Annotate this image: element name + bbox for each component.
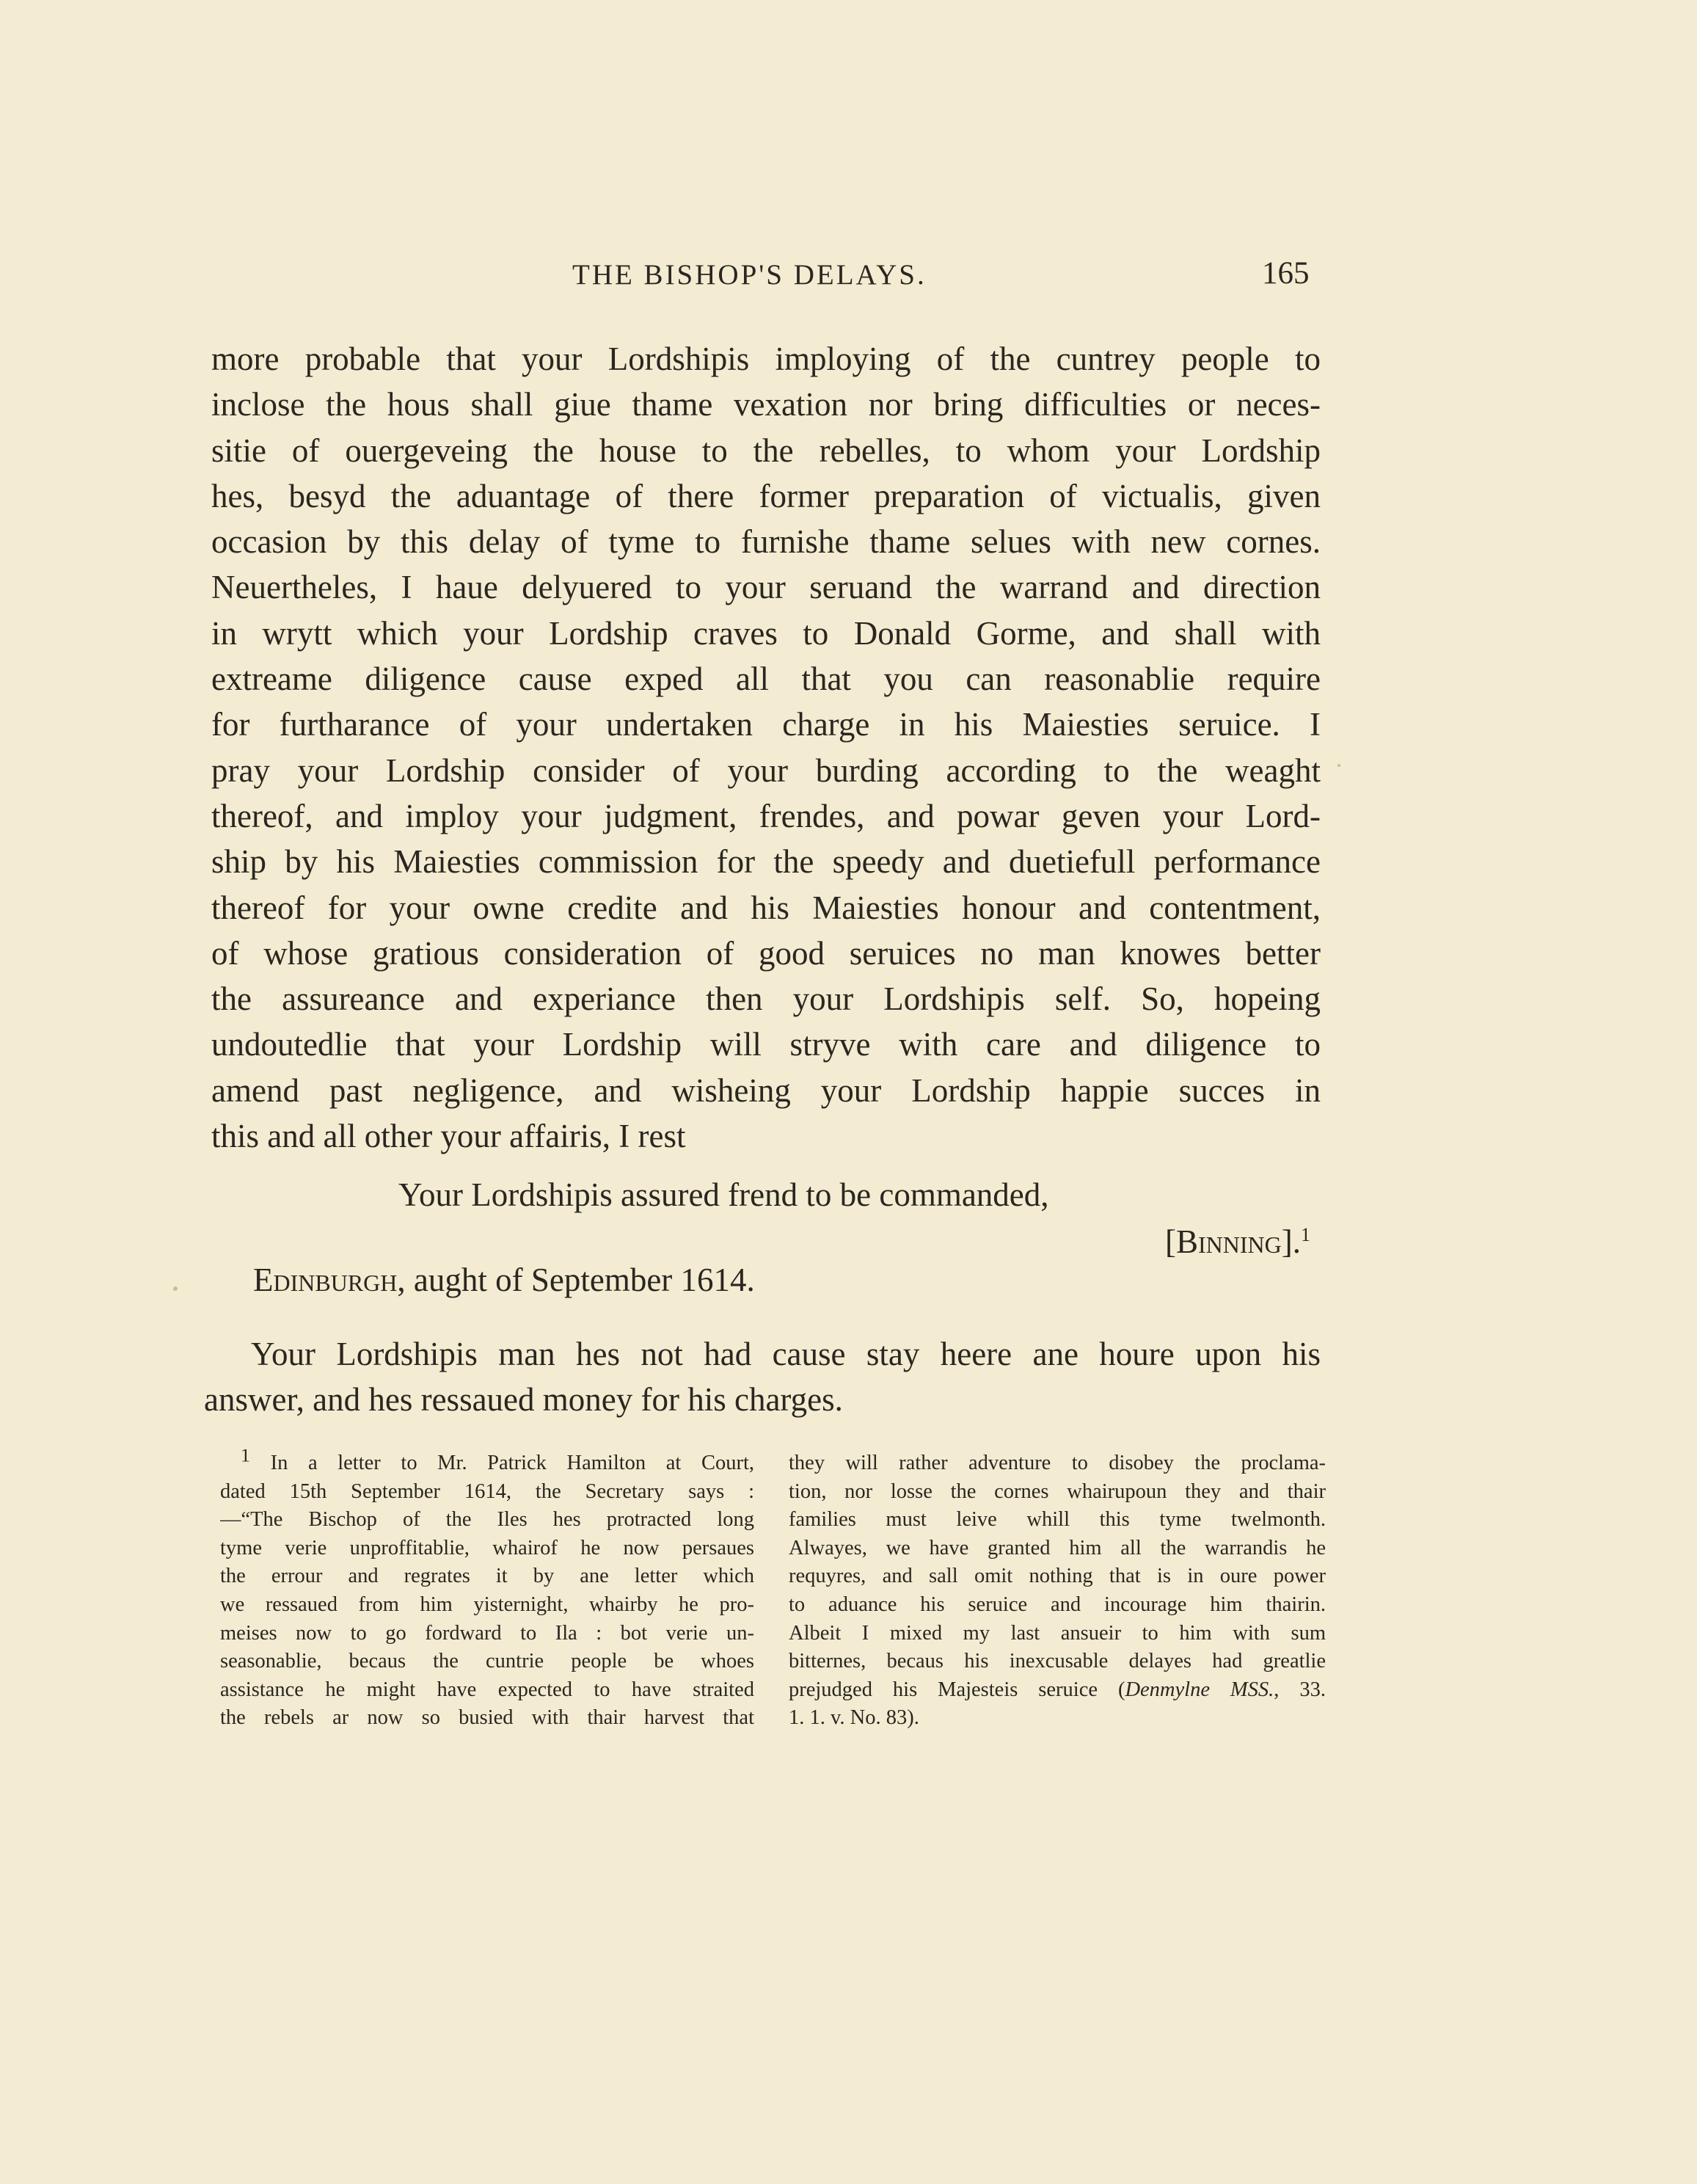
running-head (0, 258, 1697, 302)
footnote-column-right (789, 1449, 1326, 1733)
body-line: amend past negligence, and wisheing your Lordship happie succes in (211, 1071, 1321, 1109)
salutation: Your Lordshipis assured frend to be commanded, (398, 1176, 1049, 1213)
postscript-line: answer, and hes ressaued money for his charges. (204, 1381, 843, 1418)
body-line: this and all other your affairis, I rest (211, 1118, 686, 1155)
footnote-line: Alwayes, we have granted him all the warrandis he (789, 1536, 1326, 1559)
page-number: 165 (1262, 256, 1310, 291)
footnote-line: prejudged his Majesteis seruice (Denmylne MSS., 33. (789, 1678, 1326, 1701)
body-line: of whose gratious consideration of good seruices no man knowes better (211, 934, 1321, 972)
body-line: more probable that your Lordshipis imploying of the cuntrey people to (211, 341, 1321, 377)
footnote-line: tion, nor losse the cornes whairupoun they and thair (789, 1479, 1326, 1503)
footnote-column-left (220, 1449, 754, 1733)
footnote-line: seasonablie, becaus the cuntrie people be whoes (220, 1650, 754, 1673)
footnote-line: requyres, and sall omit nothing that is in oure power (789, 1565, 1326, 1588)
body-line: in wrytt which your Lordship craves to Donald Gorme, and shall with (211, 614, 1321, 652)
body-line: thereof for your owne credite and his Maiesties honour and contentment, (211, 889, 1321, 926)
paper-speck (1337, 764, 1340, 767)
footnote-line: meises now to go fordward to Ila : bot verie un- (220, 1621, 754, 1645)
body-line: hes, besyd the aduantage of there former preparation of victualis, given (211, 477, 1321, 514)
body-line: thereof, and imploy your judgment, frendes, and powar geven your Lord- (211, 797, 1321, 834)
body-line: ship by his Maiesties commission for the speedy and duetiefull performance (211, 843, 1321, 881)
footnote-line: they will rather adventure to disobey the proclama- (789, 1452, 1326, 1474)
body-line: the assureance and experiance then your Lordshipis self. So, hopeing (211, 980, 1321, 1018)
postscript (204, 1331, 1321, 1422)
footnote-marker: 1 (241, 1449, 250, 1466)
footnote-ref: 1 (1301, 1224, 1310, 1245)
citation-title: Denmylne MSS. (1125, 1678, 1274, 1701)
footnote-line: —“The Bischop of the Iles hes protracted long (220, 1508, 754, 1532)
footnote-line: dated 15th September 1614, the Secretary says : (220, 1479, 754, 1503)
body-line: undoutedlie that your Lordship will stryve with care and diligence to (211, 1026, 1321, 1063)
body-line: sitie of ouergeveing the house to the rebelles, to whom your Lordship (211, 432, 1321, 469)
running-title: THE BISHOP'S DELAYS. (572, 259, 927, 291)
body-line: pray your Lordship consider of your burding according to the weaght (211, 751, 1321, 789)
signature (1165, 1223, 1310, 1261)
body-line: extreame diligence cause exped all that you can reasonablie require (211, 660, 1321, 698)
body-line: Neuertheles, I haue delyuered to your seruand the warrand and direction (211, 569, 1321, 606)
footnote-line: tyme verie unproffitablie, whairof he now persaues (220, 1536, 754, 1559)
body-line: inclose the hous shall giue thame vexation nor bring difficulties or neces- (211, 386, 1321, 423)
footnote-line: bitternes, becaus his inexcusable delayes had greatlie (789, 1650, 1326, 1673)
signature-name: [Binning]. (1165, 1223, 1301, 1260)
footnote-line: 1. 1. v. No. 83). (789, 1706, 919, 1730)
body-line: for furtharance of your undertaken charge in his Maiesties seruice. I (211, 706, 1321, 743)
paper-speck (173, 1286, 178, 1291)
footnote-line: assistance he might have expected to have straited (220, 1678, 754, 1701)
footnote-line: to aduance his seruice and incourage him thairin. (789, 1592, 1326, 1616)
footnote-line: we ressaued from him yisternight, whairby he pro- (220, 1592, 754, 1616)
body-line: occasion by this delay of tyme to furnishe thame selues with new cornes. (211, 523, 1321, 561)
letter-body (211, 336, 1321, 1159)
footnote-line: the errour and regrates it by ane letter which (220, 1565, 754, 1588)
place: Edinburgh, (253, 1262, 406, 1298)
place-date (253, 1261, 755, 1299)
date: aught of September 1614. (413, 1262, 755, 1298)
footnote-line: Albeit I mixed my last ansueir to him with sum (789, 1621, 1326, 1645)
footnote-line: 1 In a letter to Mr. Patrick Hamilton at Court, (220, 1449, 754, 1478)
footnote-line: the rebels ar now so busied with thair harvest that (220, 1706, 754, 1730)
postscript-line: Your Lordshipis man hes not had cause stay heere ane houre upon his (251, 1336, 1321, 1372)
footnote-line: families must leive whill this tyme twelmonth. (789, 1508, 1326, 1532)
